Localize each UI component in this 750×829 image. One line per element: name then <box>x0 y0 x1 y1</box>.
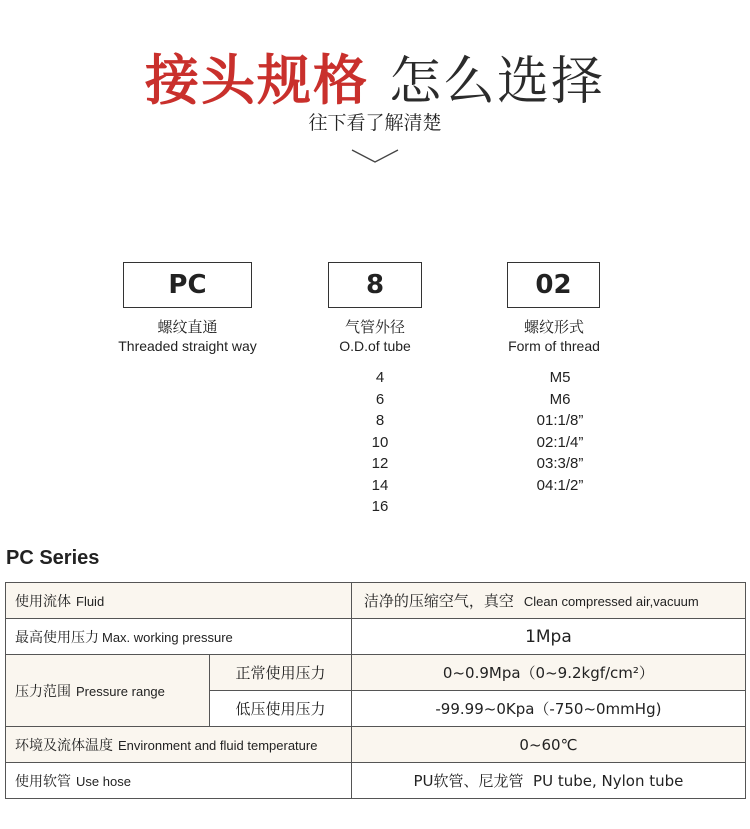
table-row <box>6 763 746 799</box>
title-dark: 怎么选择 <box>388 52 605 112</box>
max-pressure-label: 最高使用压力 Max. working pressure <box>6 619 352 655</box>
list-item: 8 <box>375 412 385 429</box>
code-box-thread: 02 <box>507 262 600 308</box>
list-item: M5 <box>549 369 571 386</box>
label-thread-en: Form of thread <box>508 338 600 354</box>
list-item: 14 <box>371 476 389 494</box>
tube-od-options <box>340 367 420 518</box>
pressure-range-label: 压力范围 Pressure range <box>6 655 210 727</box>
list-item: M6 <box>549 390 571 408</box>
title-red: 接头规格 <box>144 49 369 112</box>
page-title <box>0 38 750 115</box>
list-item: 01:1/8” <box>536 412 584 429</box>
low-pressure-value: -99.99~0Kpa（-750~0mmHg) <box>351 691 745 727</box>
label-tube-od-en: O.D.of tube <box>339 338 411 354</box>
label-series-en: Threaded straight way <box>118 338 257 354</box>
thread-options <box>510 367 610 496</box>
code-box-series: PC <box>123 262 252 308</box>
list-item: 12 <box>371 455 389 472</box>
spec-table <box>5 582 746 799</box>
table-row <box>6 727 746 763</box>
normal-pressure-value: 0~0.9Mpa（0~9.2kgf/cm²） <box>351 655 745 691</box>
chevron-down-icon <box>351 148 399 166</box>
list-item: 02:1/4” <box>536 433 584 451</box>
list-item: 6 <box>375 390 385 408</box>
list-item: 16 <box>371 498 389 515</box>
label-thread-cn: 螺纹形式 <box>523 318 584 336</box>
max-pressure-value: 1Mpa <box>351 619 745 655</box>
page-subtitle: 往下看了解清楚 <box>308 112 442 134</box>
low-pressure-label: 低压使用压力 <box>210 691 352 727</box>
label-tube-od-cn: 气管外径 <box>344 318 405 336</box>
list-item: 03:3/8” <box>536 455 584 472</box>
hose-label: 使用软管 Use hose <box>6 763 352 799</box>
table-row <box>6 583 746 619</box>
fluid-value: 洁净的压缩空气，真空 Clean compressed air,vacuum <box>351 583 745 619</box>
series-title: PC Series <box>6 547 100 569</box>
normal-pressure-label: 正常使用压力 <box>210 655 352 691</box>
list-item: 04:1/2” <box>536 476 584 494</box>
list-item: 4 <box>375 369 385 386</box>
table-row <box>6 655 746 691</box>
hose-value: PU软管、尼龙管 PU tube, Nylon tube <box>351 763 745 799</box>
list-item: 10 <box>371 433 389 451</box>
fluid-label: 使用流体 Fluid <box>6 583 352 619</box>
temperature-value: 0~60℃ <box>351 727 745 763</box>
code-box-tube-od: 8 <box>328 262 422 308</box>
label-series-cn: 螺纹直通 <box>157 318 218 336</box>
table-row <box>6 619 746 655</box>
temperature-label: 环境及流体温度 Environment and fluid temperature <box>6 727 352 763</box>
